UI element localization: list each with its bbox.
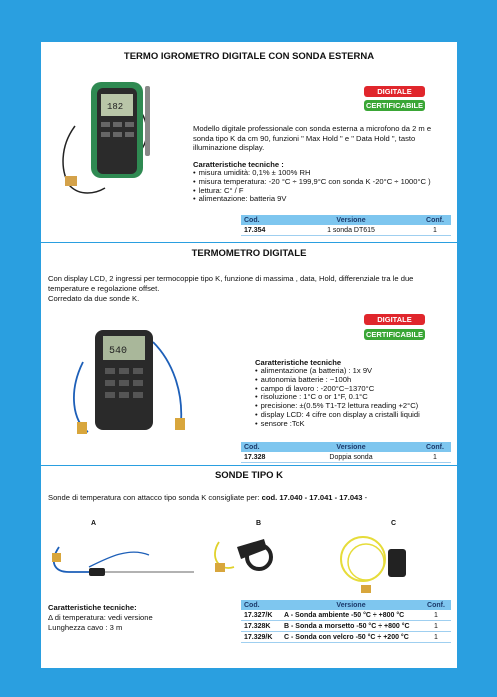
specs-title: Caratteristiche tecniche [255,358,342,367]
col-header-conf: Conf. [419,442,451,452]
section-title-sonde: SONDE TIPO K [214,470,284,481]
cell-cod: 17.354 [241,225,283,236]
spec-item: • sensore :TcK [255,420,455,429]
product-description: Con display LCD, 2 ingressi per termocoppie tipo K, funzione di massima , data, Hold, differenziale tra le due temperature e regolazione offset. [48,274,414,293]
cell-conf: 1 [421,610,451,621]
table-row [241,225,451,236]
digital-thermometer-image [63,322,213,452]
table-row [241,452,451,463]
product-table [241,215,451,236]
col-header-cod: Cod. [241,600,281,610]
specs-line: Lunghezza cavo : 3 m [48,623,123,632]
spec-item: • campo di lavoro : -200°C~1370°C [255,385,455,394]
product-table [241,600,451,643]
col-header-versione: Versione [283,215,419,225]
table-row [241,621,451,632]
probe-label-c: C [391,520,397,527]
spec-item: • lettura: C° / F [193,187,457,196]
cell-cod: 17.327/K [241,610,281,621]
desc-prefix: Sonde di temperatura con attacco tipo sonda K consigliate per: [48,493,262,502]
table-row [241,610,451,621]
product-description [48,493,453,503]
probe-a-image [49,527,199,587]
section-title-termometro: TERMOMETRO DIGITALE [191,248,307,259]
cell-conf: 1 [421,632,451,643]
cell-cod: 17.328K [241,621,281,632]
divider [41,242,457,243]
product-description-2: Corredato da due sonde K. [48,294,140,303]
badge-certificabile: CERTIFICABILE [365,101,424,110]
desc-codes: cod. 17.040 - 17.041 - 17.043 [261,493,363,502]
cell-versione: B - Sonda a morsetto -50 °C ÷ +800 °C [281,621,421,632]
desc-suffix: - [362,493,368,502]
col-header-conf: Conf. [421,600,451,610]
divider [41,465,457,466]
cell-conf: 1 [419,225,451,236]
probe-label-a: A [91,520,97,527]
cell-versione: C - Sonda con velcro -50 °C ÷ +200 °C [281,632,421,643]
badge-certificabile: CERTIFICABILE [365,330,424,339]
table-row [241,632,451,643]
svg-text:182: 182 [107,102,124,112]
cell-conf: 1 [419,452,451,463]
specs-line: Δ di temperatura: vedi versione [48,613,153,622]
col-header-versione: Versione [283,442,419,452]
spec-item: • precisione: ±(0.5% T1-T2 lettura reading +2°C) [255,402,455,411]
page-number: 18 [244,651,253,660]
specs-list [193,169,457,204]
catalog-page [41,42,457,668]
cell-versione: Doppia sonda [283,452,419,463]
svg-text:540: 540 [109,346,128,357]
col-header-versione: Versione [281,600,421,610]
spec-item: • autonomia batterie : ~100h [255,376,455,385]
col-header-cod: Cod. [241,442,283,452]
badge-digitale: DIGITALE [364,314,425,325]
badge-digitale: DIGITALE [364,86,425,97]
cell-cod: 17.328 [241,452,283,463]
cell-versione: A - Sonda ambiente -50 °C ÷ +800 °C [281,610,421,621]
thermohygrometer-image [55,76,165,201]
cell-conf: 1 [421,621,451,632]
cell-versione: 1 sonda DT615 [283,225,419,236]
col-header-cod: Cod. [241,215,283,225]
spec-item: • risoluzione : 1°C o or 1°F, 0.1°C [255,393,455,402]
specs-list [255,367,455,429]
probe-c-image [333,527,413,597]
section-title-termoigrometro: TERMO IGROMETRO DIGITALE CON SONDA ESTERNA [123,51,375,62]
col-header-conf: Conf. [419,215,451,225]
spec-item: • alimentazione: batteria 9V [193,195,457,204]
spec-item: • alimentazione (a batteria) : 1x 9V [255,367,455,376]
spec-item: • misura umidità: 0,1% ± 100% RH [193,169,457,178]
specs-title: Caratteristiche tecniche : [193,160,284,169]
product-description: Modello digitale professionale con sonda esterna a microfono da 2 m e sonda tipo K da cm 90, funzioni " Max Hold " e " Data Hold ", tasto illuminazione display. [193,124,432,153]
specs-title: Caratteristiche tecniche: [48,603,137,612]
spec-item: • misura temperatura: -20 °C ÷ 199,9°C con sonda K -20°C ÷ 1000°C ) [193,178,457,187]
cell-cod: 17.329/K [241,632,281,643]
spec-item: • display LCD: 4 cifre con display a cristalli liquidi [255,411,455,420]
product-table [241,442,451,463]
probe-label-b: B [256,520,262,527]
probe-b-image [209,527,279,587]
